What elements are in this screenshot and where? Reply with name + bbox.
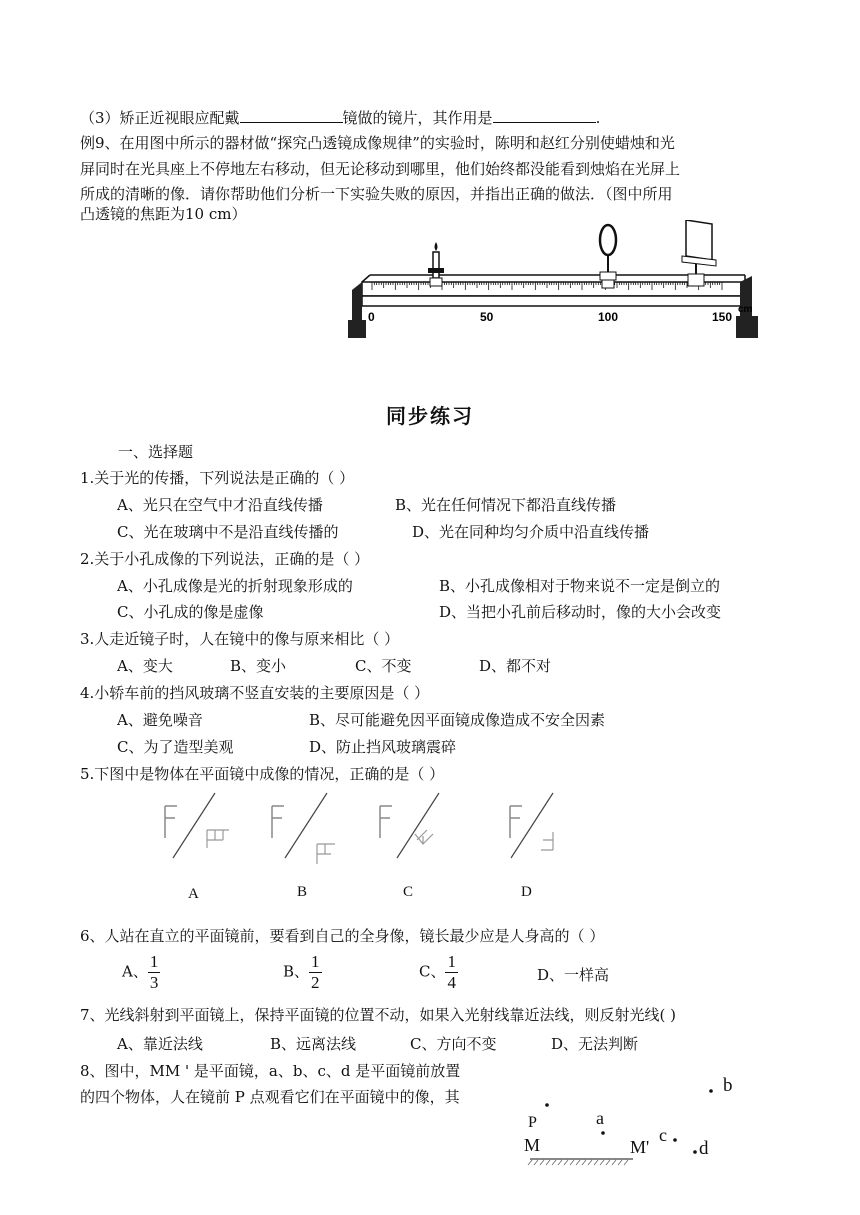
example-9-line-1: 例9、在用图中所示的器材做“探究凸透镜成像规律”的实验时，陈明和赵红分别使蜡烛和光 <box>80 134 675 152</box>
hatch-mark <box>546 1160 550 1165</box>
hatch-mark <box>558 1160 562 1165</box>
part-heading: 一、选择题 <box>118 443 194 461</box>
q4-option-c[interactable]: C、为了造型美观 <box>117 738 234 756</box>
figure-b-mirror <box>272 793 335 864</box>
label-d: d <box>699 1138 709 1159</box>
lens-icon <box>600 225 616 288</box>
q5-label-c[interactable]: C <box>403 884 414 900</box>
fraction-one-quarter <box>445 952 458 993</box>
q4-option-b[interactable]: B、尽可能避免因平面镜成像造成不安全因素 <box>309 711 606 729</box>
hatch-mark <box>588 1160 592 1165</box>
point-b <box>709 1089 713 1093</box>
q6-a-prefix: A、 <box>122 962 148 981</box>
hatch-mark <box>600 1160 604 1165</box>
question-4-stem: 4.小轿车前的挡风玻璃不竖直安装的主要原因是（ ） <box>80 684 430 702</box>
q3-option-b[interactable]: B、变小 <box>230 657 287 675</box>
figure-d-mirror <box>510 793 553 858</box>
hatch-mark <box>540 1160 544 1165</box>
unit-label: cm <box>738 304 753 315</box>
q6-b-prefix: B、 <box>283 962 310 981</box>
point-p <box>545 1103 549 1107</box>
fraction-one-third <box>148 952 161 993</box>
hatch-mark <box>552 1160 556 1165</box>
question-1-stem: 1.关于光的传播，下列说法是正确的（ ） <box>80 469 355 487</box>
q5-label-a[interactable]: A <box>188 886 199 902</box>
hatch-mark <box>582 1160 586 1165</box>
q7-option-c[interactable]: C、方向不变 <box>410 1035 497 1053</box>
denominator: 2 <box>311 973 320 992</box>
question-2-stem: 2.关于小孔成像的下列说法，正确的是（ ） <box>80 550 370 568</box>
q2-option-a[interactable]: A、小孔成像是光的折射现象形成的 <box>117 577 353 595</box>
example-9-line-3: 所成的清晰的像．请你帮助他们分析一下实验失败的原因，并指出正确的做法．（图中所用 <box>80 185 673 203</box>
hatch-mark <box>528 1160 532 1165</box>
hatch-mark <box>534 1160 538 1165</box>
q6-option-c[interactable] <box>419 952 458 993</box>
answer-blank[interactable] <box>493 106 596 123</box>
question-3-stem: 3.人走近镜子时，人在镜中的像与原来相比（ ） <box>80 630 400 648</box>
q2-option-b[interactable]: B、小孔成像相对于物来说不一定是倒立的 <box>439 577 721 595</box>
question-6-stem: 6、人站在直立的平面镜前，要看到自己的全身像，镜长最少应是人身高的（ ） <box>80 927 605 945</box>
point-d <box>693 1150 697 1154</box>
candle-icon <box>428 242 444 286</box>
question-3-line <box>80 106 600 128</box>
question-8-line-2: 的四个物体，人在镜前 P 点观看它们在平面镜中的像，其 <box>80 1088 460 1106</box>
q2-option-d[interactable]: D、当把小孔前后移动时，像的大小会改变 <box>439 603 722 621</box>
q5-mirror-figures <box>155 788 585 868</box>
mirror-hatching <box>528 1160 628 1165</box>
q1-option-a[interactable]: A、光只在空气中才沿直线传播 <box>117 496 323 514</box>
point-a <box>601 1131 605 1135</box>
q4-option-d[interactable]: D、防止挡风玻璃震碎 <box>309 738 457 756</box>
numerator: 1 <box>447 952 456 971</box>
hatch-mark <box>624 1160 628 1165</box>
question-7-stem: 7、光线斜射到平面镜上，保持平面镜的位置不动，如果入光射线靠近法线，则反射光线( ) <box>80 1006 677 1024</box>
label-m-prime: M' <box>630 1137 650 1157</box>
denominator: 3 <box>149 973 159 992</box>
q5-label-d[interactable]: D <box>521 884 532 900</box>
hatch-mark <box>594 1160 598 1165</box>
tick-label-100: 100 <box>598 310 619 324</box>
q6-option-b[interactable] <box>283 952 322 993</box>
q7-option-d[interactable]: D、无法判断 <box>551 1035 639 1053</box>
hatch-mark <box>612 1160 616 1165</box>
q1-option-b[interactable]: B、光在任何情况下都沿直线传播 <box>395 496 617 514</box>
section-title: 同步练习 <box>386 404 474 428</box>
label-a: a <box>596 1108 604 1128</box>
q6-option-d[interactable]: D、一样高 <box>537 966 610 984</box>
point-c <box>673 1138 677 1142</box>
numerator: 1 <box>311 952 320 971</box>
q1-option-c[interactable]: C、光在玻璃中不是沿直线传播的 <box>117 523 339 541</box>
q7-option-b[interactable]: B、远离法线 <box>270 1035 357 1053</box>
answer-blank[interactable] <box>240 106 343 123</box>
q7-option-a[interactable]: A、靠近法线 <box>117 1035 203 1053</box>
q4-option-a[interactable]: A、避免噪音 <box>117 711 203 729</box>
hatch-mark <box>606 1160 610 1165</box>
example-9-line-2: 屏同时在光具座上不停地左右移动，但无论移动到哪里，他们始终都没能看到烛焰在光屏上 <box>80 160 681 178</box>
q3-option-d[interactable]: D、都不对 <box>479 657 552 675</box>
tick-label-150: 150 <box>712 310 733 324</box>
q3-mid: 镜做的镜片，其作用是 <box>342 109 493 127</box>
q1-option-d[interactable]: D、光在同种均匀介质中沿直线传播 <box>412 523 650 541</box>
q6-option-a[interactable] <box>122 952 160 993</box>
example-9-line-4: 凸透镜的焦距为10 cm） <box>80 205 247 223</box>
question-8-line-1: 8、图中，MM ' 是平面镜，a、b、c、d 是平面镜前放置 <box>80 1062 461 1080</box>
q6-c-prefix: C、 <box>419 962 446 981</box>
hatch-mark <box>564 1160 568 1165</box>
hatch-mark <box>576 1160 580 1165</box>
tick-label-50: 50 <box>480 310 494 324</box>
q5-label-b[interactable]: B <box>297 884 308 900</box>
hatch-mark <box>618 1160 622 1165</box>
q2-option-c[interactable]: C、小孔成的像是虚像 <box>117 603 264 621</box>
figure-c-mirror <box>380 793 439 858</box>
screen-icon <box>682 220 716 286</box>
question-5-stem: 5.下图中是物体在平面镜中成像的情况，正确的是（ ） <box>80 765 445 783</box>
optical-bench-figure <box>340 220 770 345</box>
figure-a-mirror <box>165 793 229 858</box>
q3-prefix: （3）矫正近视眼应配戴 <box>80 109 240 127</box>
denominator: 4 <box>447 973 456 992</box>
label-p: P <box>528 1114 537 1131</box>
numerator: 1 <box>149 952 159 971</box>
label-c: c <box>659 1125 667 1145</box>
fraction-one-half <box>309 952 322 993</box>
q3-end: . <box>595 109 601 127</box>
label-m: M <box>524 1135 541 1155</box>
q3-option-a[interactable]: A、变大 <box>117 657 173 675</box>
tick-label-0: 0 <box>368 310 375 324</box>
label-b: b <box>723 1075 733 1096</box>
hatch-mark <box>570 1160 574 1165</box>
q3-option-c[interactable]: C、不变 <box>355 657 412 675</box>
